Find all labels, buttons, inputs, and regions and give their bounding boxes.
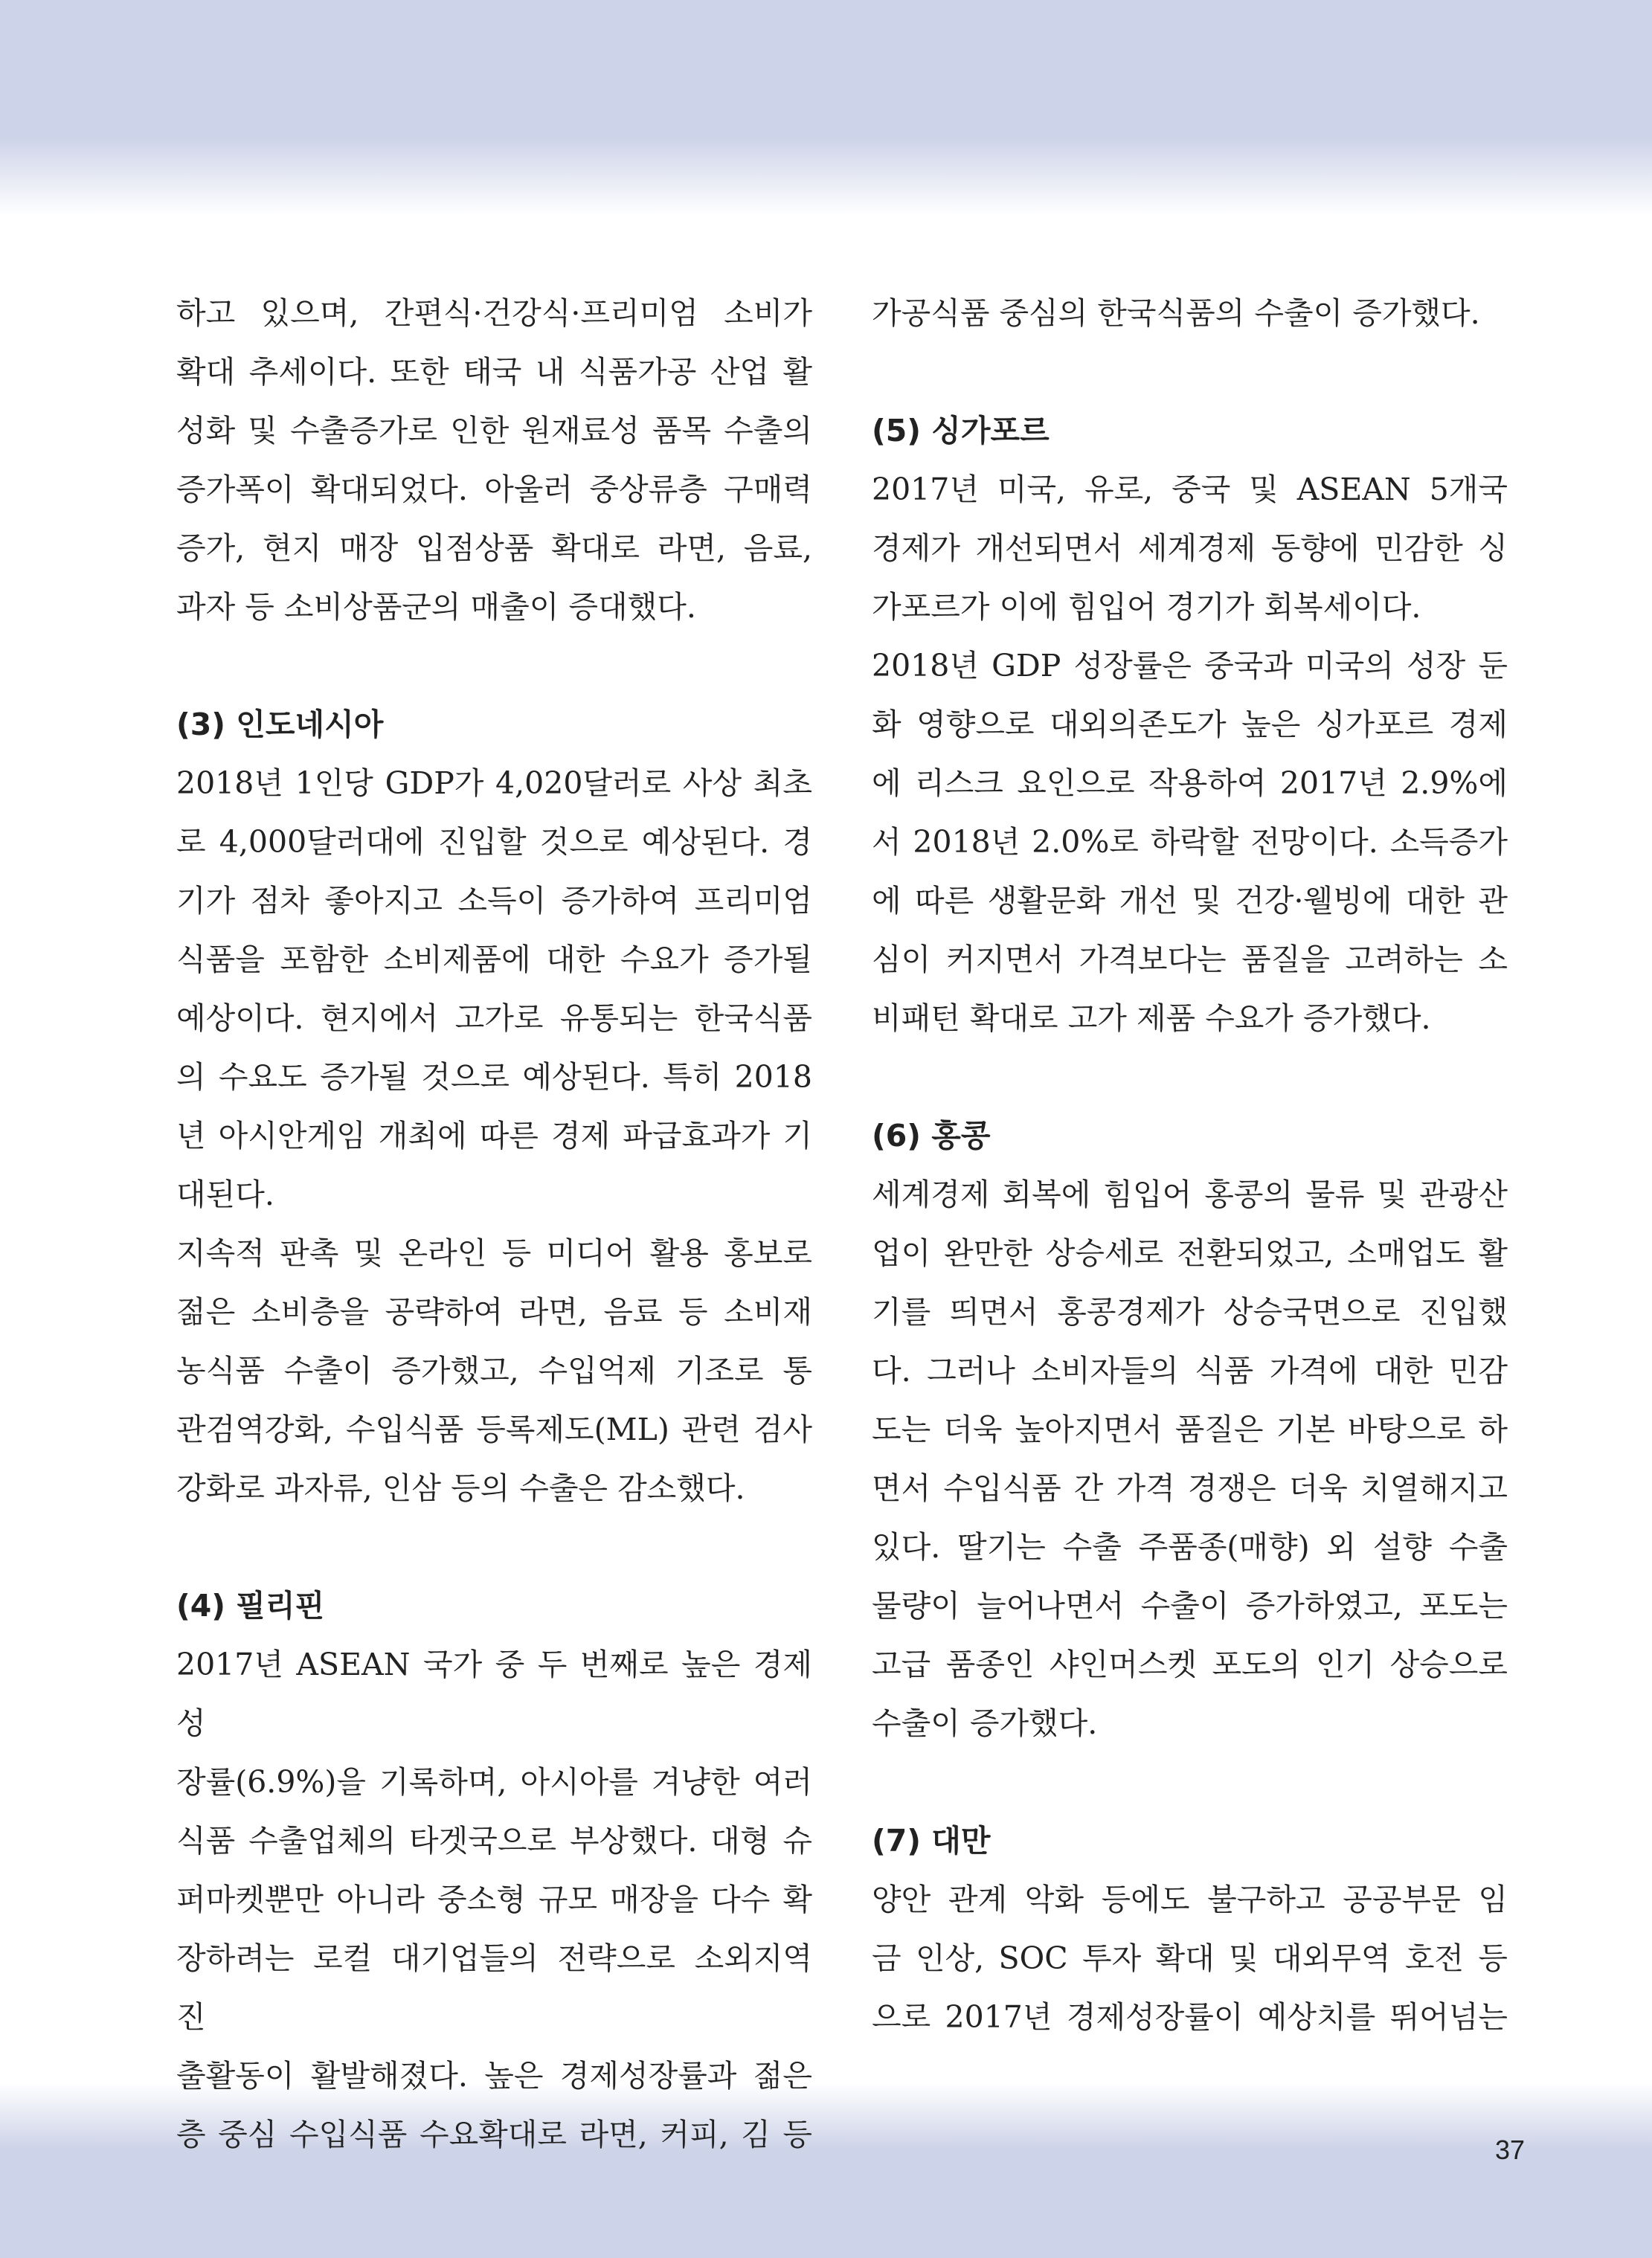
text-line: 물량이 늘어나면서 수출이 증가하였고, 포도는 xyxy=(872,1588,1508,1624)
text-line: 있다. 딸기는 수출 주품종(매향) 외 설향 수출 xyxy=(872,1529,1508,1565)
text-line: 젊은 소비층을 공략하여 라면, 음료 등 소비재 xyxy=(176,1294,812,1330)
text-line: 으로 2017년 경제성장률이 예상치를 뛰어넘는 xyxy=(872,1999,1508,2035)
text-line: 기가 점차 좋아지고 소득이 증가하여 프리미엄 xyxy=(176,883,812,919)
section-heading-indonesia: (3) 인도네시아 xyxy=(176,707,384,742)
text-line: 경제가 개선되면서 세계경제 동향에 민감한 싱 xyxy=(872,530,1508,566)
text-line: 의 수요도 증가될 것으로 예상된다. 특히 2018 xyxy=(176,1059,812,1095)
text-line: 장하려는 로컬 대기업들의 전략으로 소외지역 진 xyxy=(176,1940,812,2035)
text-line: 금 인상, SOC 투자 확대 및 대외무역 호전 등 xyxy=(872,1940,1508,1976)
text-line: 층 중심 수입식품 수요확대로 라면, 커피, 김 등 xyxy=(176,2117,812,2152)
text-line: 관검역강화, 수입식품 등록제도(ML) 관련 검사 xyxy=(176,1412,812,1447)
text-line: 화 영향으로 대외의존도가 높은 싱가포르 경제 xyxy=(872,707,1508,742)
text-line: 증가폭이 확대되었다. 아울러 중상류층 구매력 xyxy=(176,472,812,507)
text-line: 업이 완만한 상승세로 전환되었고, 소매업도 활 xyxy=(872,1235,1508,1271)
text-line: 식품을 포함한 소비제품에 대한 수요가 증가될 xyxy=(176,942,812,977)
text-line: 다. 그러나 소비자들의 식품 가격에 대한 민감 xyxy=(872,1353,1508,1389)
text-line: 기를 띄면서 홍콩경제가 상승국면으로 진입했 xyxy=(872,1294,1508,1330)
text-line: 2017년 미국, 유로, 중국 및 ASEAN 5개국 xyxy=(872,472,1508,507)
text-line: 2017년 ASEAN 국가 중 두 번째로 높은 경제성 xyxy=(176,1647,812,1741)
text-line: 비패턴 확대로 고가 제품 수요가 증가했다. xyxy=(872,1000,1431,1036)
text-line: 증가, 현지 매장 입점상품 확대로 라면, 음료, xyxy=(176,530,812,566)
text-line: 로 4,000달러대에 진입할 것으로 예상된다. 경 xyxy=(176,824,812,860)
text-line: 년 아시안게임 개최에 따른 경제 파급효과가 기 xyxy=(176,1118,812,1154)
right-column xyxy=(872,284,1508,2047)
text-line: 지속적 판촉 및 온라인 등 미디어 활용 홍보로 xyxy=(176,1235,812,1271)
text-line: 출활동이 활발해졌다. 높은 경제성장률과 젊은 xyxy=(176,2058,812,2094)
text-line: 2018년 GDP 성장률은 중국과 미국의 성장 둔 xyxy=(872,648,1508,683)
page-number: 37 xyxy=(1494,2135,1525,2165)
text-line: 확대 추세이다. 또한 태국 내 식품가공 산업 활 xyxy=(176,354,812,390)
text-line: 서 2018년 2.0%로 하락할 전망이다. 소득증가 xyxy=(872,824,1508,860)
thailand-continued-paragraph xyxy=(176,284,812,637)
singapore-paragraph-1 xyxy=(872,460,1508,637)
text-line: 가포르가 이에 힘입어 경기가 회복세이다. xyxy=(872,589,1421,625)
text-line: 과자 등 소비상품군의 매출이 증대했다. xyxy=(176,589,696,625)
text-line: 대된다. xyxy=(176,1177,274,1212)
thailand-closing-paragraph xyxy=(872,284,1508,343)
text-line: 도는 더욱 높아지면서 품질은 기본 바탕으로 하 xyxy=(872,1412,1508,1447)
hongkong-paragraph-1 xyxy=(872,1165,1508,1753)
text-line: 가공식품 중심의 한국식품의 수출이 증가했다. xyxy=(872,295,1480,331)
text-line: 농식품 수출이 증가했고, 수입억제 기조로 통 xyxy=(176,1353,812,1389)
text-line: 강화로 과자류, 인삼 등의 수출은 감소했다. xyxy=(176,1470,745,1506)
section-heading-philippines: (4) 필리핀 xyxy=(176,1588,325,1624)
text-line: 2018년 1인당 GDP가 4,020달러로 사상 최초 xyxy=(176,765,812,801)
left-column xyxy=(176,284,812,2164)
text-line: 양안 관계 악화 등에도 불구하고 공공부문 임 xyxy=(872,1882,1508,1917)
text-line: 수출이 증가했다. xyxy=(872,1705,1098,1741)
taiwan-paragraph-1 xyxy=(872,1871,1508,2047)
text-line: 에 따른 생활문화 개선 및 건강·웰빙에 대한 관 xyxy=(872,883,1508,919)
section-heading-singapore: (5) 싱가포르 xyxy=(872,413,1050,448)
text-line: 예상이다. 현지에서 고가로 유통되는 한국식품 xyxy=(176,1000,812,1036)
text-line: 성화 및 수출증가로 인한 원재료성 품목 수출의 xyxy=(176,413,812,448)
text-line: 에 리스크 요인으로 작용하여 2017년 2.9%에 xyxy=(872,765,1508,801)
text-line: 하고 있으며, 간편식·건강식·프리미엄 소비가 xyxy=(176,295,812,331)
text-line: 면서 수입식품 간 가격 경쟁은 더욱 치열해지고 xyxy=(872,1470,1508,1506)
text-line: 퍼마켓뿐만 아니라 중소형 규모 매장을 다수 확 xyxy=(176,1882,812,1917)
section-heading-hongkong: (6) 홍콩 xyxy=(872,1118,991,1154)
text-line: 고급 품종인 샤인머스켓 포도의 인기 상승으로 xyxy=(872,1647,1508,1682)
singapore-paragraph-2 xyxy=(872,637,1508,1048)
indonesia-paragraph-1 xyxy=(176,754,812,1224)
text-line: 세계경제 회복에 힘입어 홍콩의 물류 및 관광산 xyxy=(872,1177,1508,1212)
philippines-paragraph-1 xyxy=(176,1635,812,2164)
indonesia-paragraph-2 xyxy=(176,1224,812,1518)
section-heading-taiwan: (7) 대만 xyxy=(872,1823,991,1859)
text-line: 심이 커지면서 가격보다는 품질을 고려하는 소 xyxy=(872,942,1508,977)
text-line: 식품 수출업체의 타겟국으로 부상했다. 대형 슈 xyxy=(176,1823,812,1859)
header-band xyxy=(0,0,1652,216)
text-line: 장률(6.9%)을 기록하며, 아시아를 겨냥한 여러 xyxy=(176,1764,812,1800)
